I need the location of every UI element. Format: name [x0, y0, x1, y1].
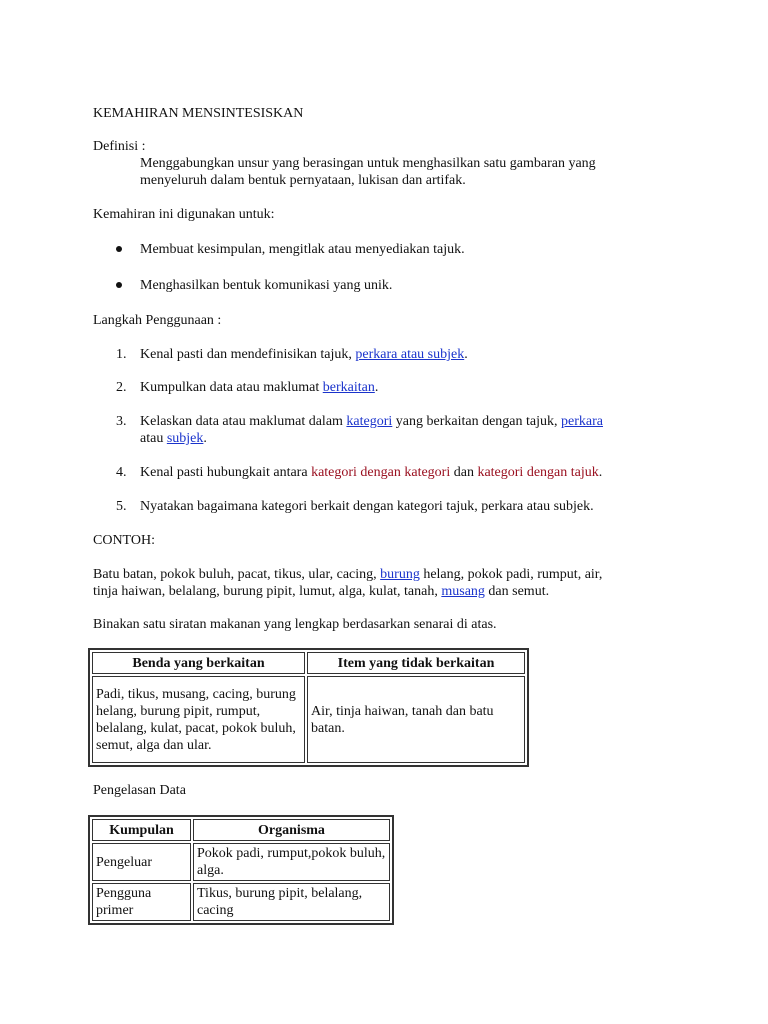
usage-intro: Kemahiran ini digunakan untuk:: [93, 207, 275, 222]
instruction-text: Binakan satu siratan makanan yang lengkap berdasarkan senarai di atas.: [93, 617, 497, 632]
table-cell: Tikus, burung pipit, belalang, cacing: [193, 883, 390, 921]
step-3-continued: [140, 430, 207, 447]
example-text: helang, pokok padi, rumput, air,: [419, 567, 603, 582]
definition-line-2: menyeluruh dalam bentuk pernyataan, lukisan dan artifak.: [140, 173, 466, 188]
step-text: .: [374, 380, 379, 395]
step-text: Kenal pasti dan mendefinisikan tajuk,: [140, 347, 356, 362]
link-kategori[interactable]: kategori: [346, 414, 393, 429]
table-cell: Padi, tikus, musang, cacing, burung helang, burung pipit, rumput, belalang, kulat, pacat, pokok buluh, semut, alga dan ular.: [92, 676, 305, 763]
step-number: 3.: [116, 414, 127, 429]
table-cell: Air, tinja haiwan, tanah dan batu batan.: [307, 676, 525, 763]
step-3: [140, 413, 603, 430]
usage-item: Menghasilkan bentuk komunikasi yang unik.: [140, 278, 393, 293]
highlight-kategori-dengan-tajuk: kategori dengan tajuk: [477, 465, 599, 480]
highlight-kategori-dengan-kategori: kategori dengan kategori: [311, 465, 451, 480]
step-text: .: [464, 347, 468, 362]
classification-table: [88, 815, 394, 925]
usage-item: Membuat kesimpulan, mengitlak atau menyediakan tajuk.: [140, 242, 465, 257]
table-row: [92, 883, 390, 921]
link-perkara[interactable]: perkara: [561, 414, 603, 429]
step-number: 1.: [116, 347, 127, 362]
step-text: .: [203, 431, 207, 446]
bullet-icon: [116, 246, 122, 252]
step-text: Kumpulkan data atau maklumat: [140, 380, 323, 395]
step-text: Kelaskan data atau maklumat dalam: [140, 414, 347, 429]
steps-label: Langkah Penggunaan :: [93, 313, 222, 328]
example-text: dan semut.: [484, 584, 550, 599]
table-header: Kumpulan: [92, 819, 191, 841]
table-header: Item yang tidak berkaitan: [307, 652, 525, 674]
step-number: 5.: [116, 499, 127, 514]
table-header-row: [92, 652, 525, 674]
link-berkaitan[interactable]: berkaitan: [322, 380, 375, 395]
link-musang[interactable]: musang: [441, 584, 485, 599]
step-2: [140, 379, 378, 396]
step-text: dan: [450, 465, 478, 480]
example-text: tinja haiwan, belalang, burung pipit, lumut, alga, kulat, tanah,: [93, 584, 442, 599]
page-title: KEMAHIRAN MENSINTESISKAN: [93, 106, 304, 121]
table-cell: Pengguna primer: [92, 883, 191, 921]
table-header-row: [92, 819, 390, 841]
table-cell: Pokok padi, rumput,pokok buluh, alga.: [193, 843, 390, 881]
step-text: yang berkaitan dengan tajuk,: [392, 414, 562, 429]
example-line-2: [93, 583, 549, 600]
step-number: 2.: [116, 380, 127, 395]
link-subjek[interactable]: subjek: [166, 431, 204, 446]
link-perkara-atau-subjek[interactable]: perkara atau subjek: [355, 347, 465, 362]
table-row: [92, 843, 390, 881]
related-items-table: [88, 648, 529, 767]
table-header: Benda yang berkaitan: [92, 652, 305, 674]
definition-label: Definisi :: [93, 139, 146, 154]
table-header: Organisma: [193, 819, 390, 841]
classification-label: Pengelasan Data: [93, 783, 186, 798]
step-5: Nyatakan bagaimana kategori berkait dengan kategori tajuk, perkara atau subjek.: [140, 499, 594, 514]
table-row: [92, 676, 525, 763]
example-line-1: [93, 566, 602, 583]
step-text: atau: [140, 431, 167, 446]
definition-line-1: Menggabungkan unsur yang berasingan untuk menghasilkan satu gambaran yang: [140, 156, 596, 171]
step-text: .: [598, 465, 603, 480]
step-4: [140, 464, 602, 481]
step-number: 4.: [116, 465, 127, 480]
example-label: CONTOH:: [93, 533, 155, 548]
link-burung[interactable]: burung: [380, 567, 420, 582]
table-cell: Pengeluar: [92, 843, 191, 881]
bullet-icon: [116, 282, 122, 288]
step-text: Kenal pasti hubungkait antara: [140, 465, 312, 480]
step-1: [140, 346, 468, 363]
example-text: Batu batan, pokok buluh, pacat, tikus, ular, cacing,: [93, 567, 381, 582]
